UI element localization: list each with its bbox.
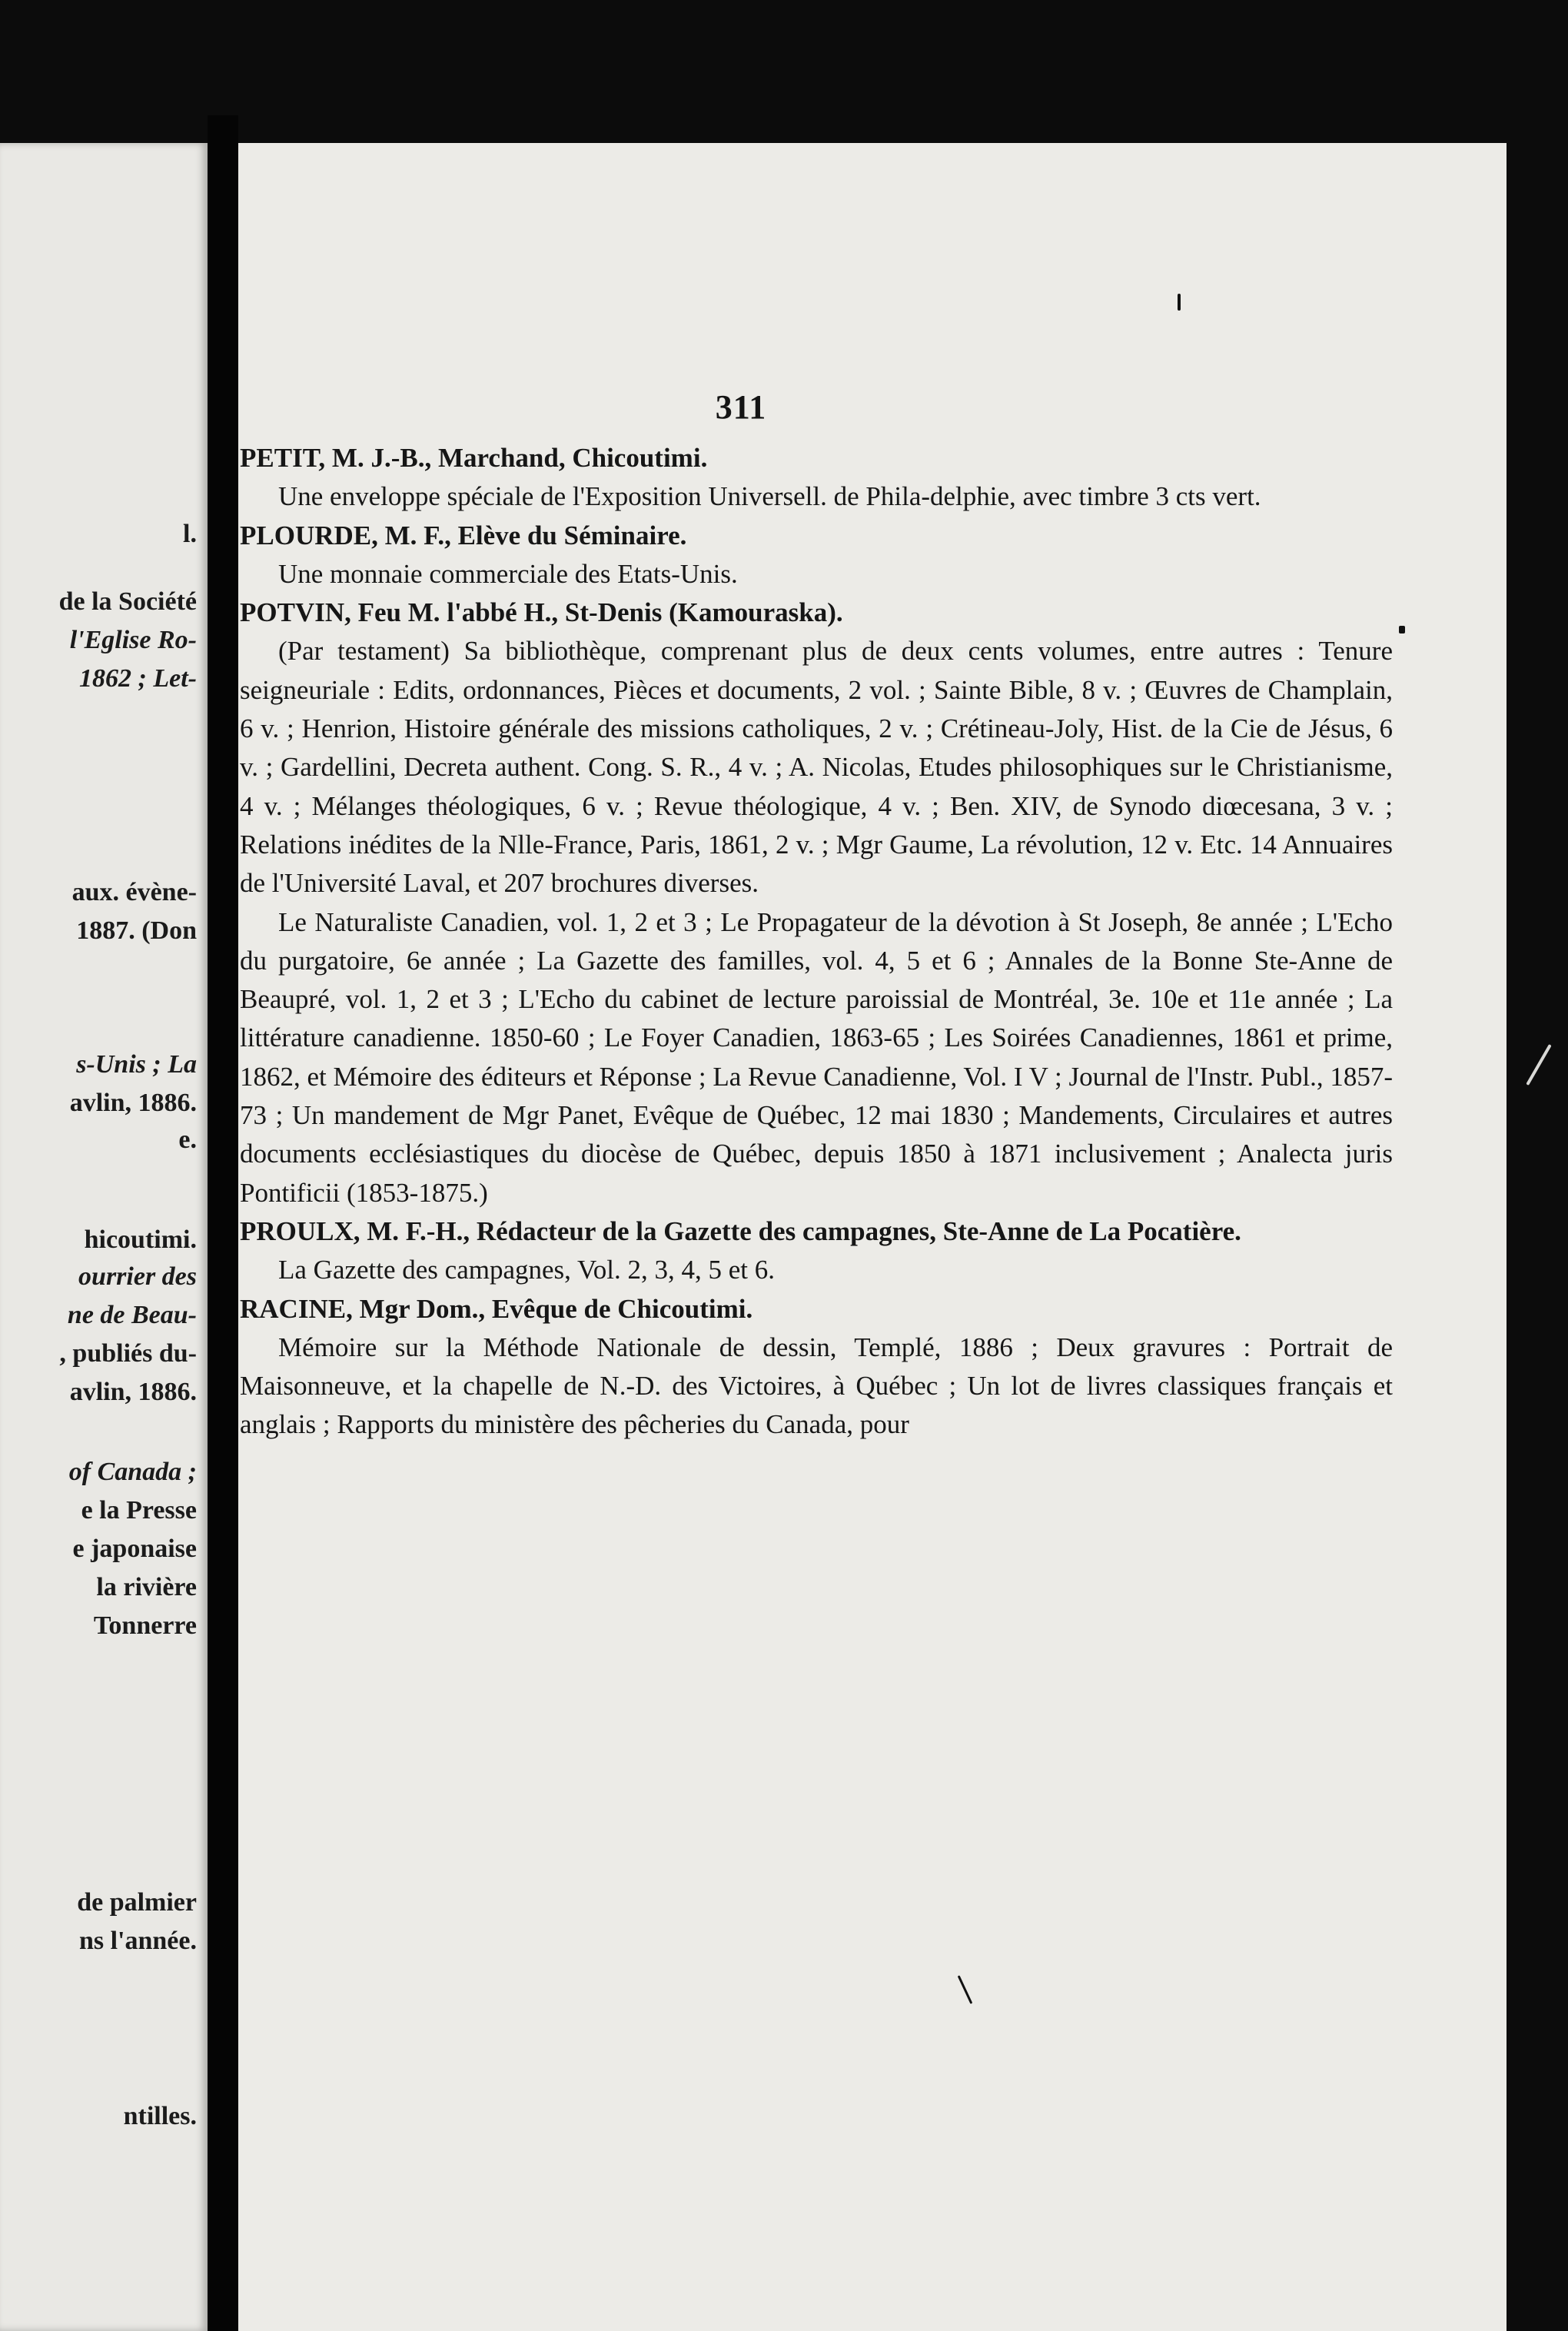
left-text-line: la rivière [96,1573,197,1601]
left-text-line: of Canada ; [68,1458,197,1486]
left-text-line: avlin, 1886. [69,1378,197,1406]
left-text-line: l'Eglise Ro- [69,626,197,654]
left-text-line: de palmier [77,1888,197,1917]
entry-paragraph: Mémoire sur la Méthode Nationale de dessin, Templé, 1886 ; Deux gravures : Portrait de Maisonneuve, et la chapelle de N.-D. des Victoires, à Québec ; Un lot de livres classiques français et anglais ; Rapports du ministère des pêcheries du Canada, pour [240,1332,1393,1440]
entry-paragraph: Une enveloppe spéciale de l'Exposition Universell. de Phila-delphie, avec timbre 3 cts vert. [278,481,1261,512]
left-text-line: ne de Beau- [67,1301,197,1329]
book-gutter [208,115,238,2331]
entry-paragraph: (Par testament) Sa bibliothèque, comprenant plus de deux cents volumes, entre autres : Tenure seigneuriale : Edits, ordonnances, Pièces et documents, 2 vol. ; Sainte Bible, 8 v. ; Œuvres de Champlain, 6 v. ; Henrion, Histoire générale des missions catholiques, 2 v. ; Crétineau-Joly, Hist. de la Cie de Jésus, 6 v. ; Gardellini, Decreta authent. Cong. S. R., 4 v. ; A. Nicolas, Etudes philosophiques sur le Christianisme, 4 v. ; Mélanges théologiques, 6 v. ; Revue théologique, 4 v. ; Ben. XIV, de Synodo diœcesana, 3 v. ; Relations inédites de la Nlle-France, Paris, 1861, 2 v. ; Mgr Gaume, La révolution, 12 v. Etc. 14 Annuaires de l'Université Laval, et 207 brochures diverses. [240,636,1393,899]
entry-heading: PLOURDE, M. F., Elève du Séminaire. [240,520,687,550]
page-speck [958,1975,973,2004]
left-text-line: s-Unis ; La [76,1050,197,1079]
page-number: 311 [715,388,767,426]
left-text-line: 1862 ; Let- [79,664,197,693]
left-text-line: hicoutimi. [84,1225,197,1254]
left-text-line: 1887. (Don [76,916,197,945]
left-text-line: e la Presse [81,1496,197,1525]
left-text-line: , publiés du- [59,1339,197,1368]
left-text-line: l. [183,520,197,548]
page-body [238,439,1393,1445]
entry-heading: PROULX, M. F.-H., Rédacteur de la Gazette des campagnes, Ste-Anne de La Pocatière. [240,1215,1241,1246]
left-text-line: ntilles. [123,2102,197,2130]
left-text-line: ns l'année. [78,1927,197,1955]
left-text-line: aux. évène- [71,878,197,906]
page-speck [1399,626,1405,633]
left-text-line: avlin, 1886. [69,1089,197,1117]
left-text-line: ourrier des [78,1262,197,1291]
entry-heading: PETIT, M. J.-B., Marchand, Chicoutimi. [240,443,708,473]
entry-heading: POTVIN, Feu M. l'abbé H., St-Denis (Kamouraska). [240,597,843,628]
entry-heading: RACINE, Mgr Dom., Evêque de Chicoutimi. [240,1293,753,1324]
page-speck [1178,294,1181,311]
book-page [238,143,1507,2331]
edge-mark [1526,1044,1551,1086]
left-text-line: de la Société [58,587,197,616]
entry-paragraph: Une monnaie commerciale des Etats-Unis. [278,558,738,589]
left-text-line: Tonnerre [93,1611,197,1640]
left-text-line: e. [178,1126,197,1154]
entry-paragraph: La Gazette des campagnes, Vol. 2, 3, 4, 5 et 6. [278,1255,776,1285]
previous-page-fragment [0,143,208,2331]
left-text-line: e japonaise [72,1535,197,1563]
entry-paragraph: Le Naturaliste Canadien, vol. 1, 2 et 3 ; Le Propagateur de la dévotion à St Joseph, 8e année ; L'Echo du purgatoire, 6e année ; La Gazette des familles, vol. 4, 5 et 6 ; Annales de la Bonne Ste-Anne de Beaupré, vol. 1, 2 et 3 ; L'Echo du cabinet de lecture paroissial de Montréal, 3e. 10e et 11e année ; La littérature canadienne. 1850-60 ; Le Foyer Canadien, 1863-65 ; Les Soirées Canadiennes, 1861 et prime, 1862, et Mémoire des éditeurs et Réponse ; La Revue Canadienne, Vol. I V ; Journal de l'Instr. Publ., 1857-73 ; Un mandement de Mgr Panet, Evêque de Québec, 12 mai 1830 ; Mandements, Circulaires et autres documents ecclésiastiques du diocèse de Québec, depuis 1850 à 1871 inclusivement ; Analecta juris Pontificii (1853-1875.) [240,906,1393,1208]
